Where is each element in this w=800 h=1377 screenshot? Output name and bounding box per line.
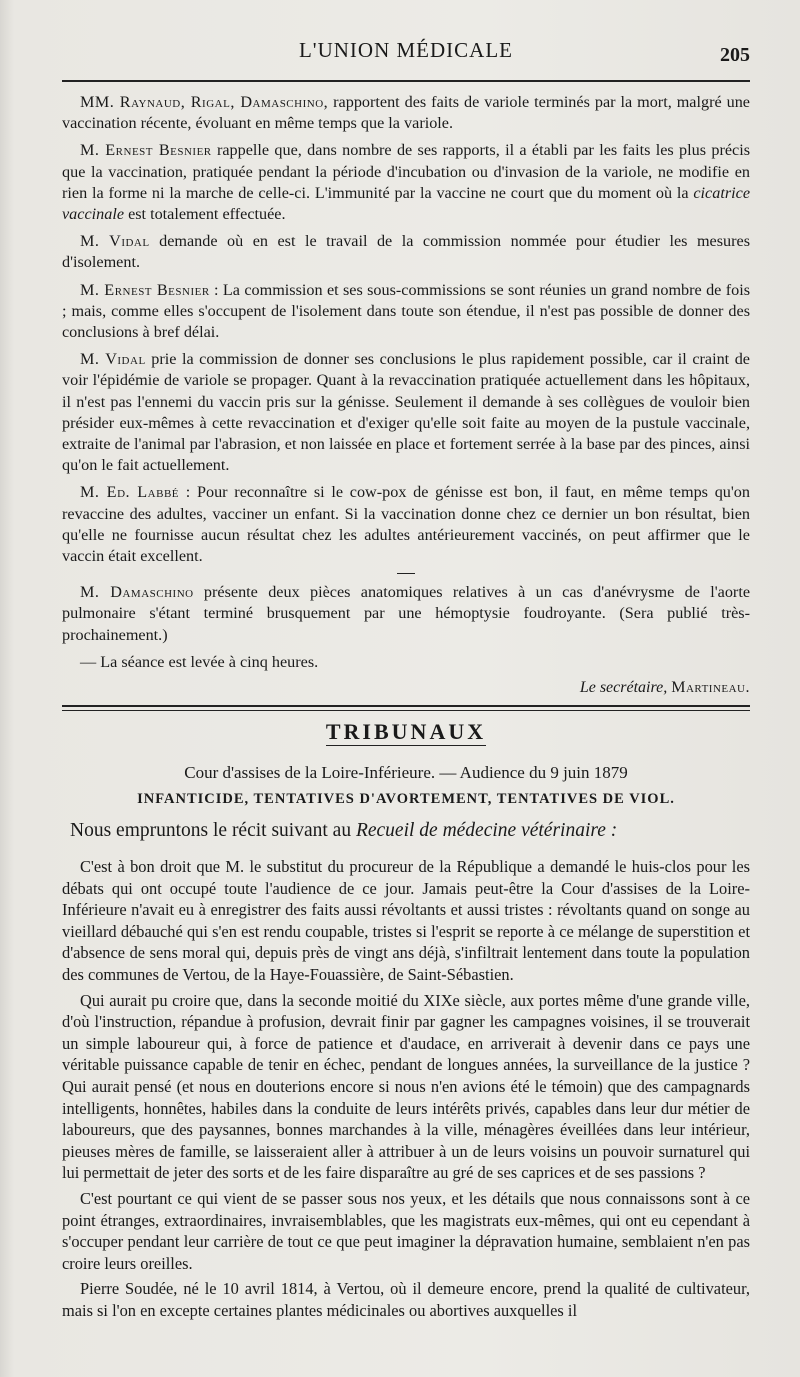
header-rule [62,80,750,82]
secretary-signature [62,679,750,697]
italic-term: cicatrice vaccinale [62,183,750,224]
section-title-text: TRIBUNAUX [325,719,487,745]
speaker-name: M. Damaschino [80,583,194,602]
minutes-paragraph [62,582,750,646]
minutes-paragraph [62,231,750,273]
paragraph-text: : La commission et ses sous-commissions se sont réunies un grand nombre de fois ; mais, comme elles s'occupent de l'isolement dans toute son étendue, il n'est pas possible de donner des conclusions à bref délai. [62,280,750,342]
page-number: 205 [720,44,750,66]
minutes-paragraph [62,92,750,134]
article-paragraph: Qui aurait pu croire que, dans la seconde moitié du XIXe siècle, aux portes même d'une grande ville, d'où l'instruction, répandue à profusion, devrait finir par gagner les campagnes voisines, il se trouverait un simple laboureur qui, à force de patience et d'audace, en arriverait à devenir dans ce pays une véritable puissance capable de tenir en échec, pendant de longues années, la surveillance de la justice ? Qui aurait pensé (et nous en douterions encore si nous n'en avions été le témoin) que des campagnards intelligents, honnêtes, habiles dans la conduite de leurs intérêts privés, capables dans leur dur métier de laboureurs, que des paysannes, bonnes marchandes à la ville, ménagères éveillées dans leur intérieur, pieuses mères de famille, se laisseraient aller à attribuer à un de leurs voisins un pouvoir surnaturel qui lui permettait de jeter des sorts et de les faire disparaître au gré de ses caprices et de ses passions ? [62,990,750,1183]
court-heading: Cour d'assises de la Loire-Inférieure. — Audience du 9 juin 1879 [184,763,628,783]
paragraph-text: rapportent des faits de variole terminés par la mort, malgré une vaccination récente, évoluant en même temps que la variole. [62,93,750,133]
signature-name: Martineau. [671,679,750,697]
page-header [62,38,750,72]
paragraph-text: demande où en est le travail de la commission nommée pour étudier les mesures d'isolement. [62,232,750,272]
intro-source: Recueil de médecine vétérinaire : [355,820,618,842]
article-paragraph: C'est pourtant ce qui vient de se passer sous nos yeux, et les détails que nous connaissons sont à ce point étranges, extraordinaires, invraisemblables, que les magistrats eux-mêmes, qui ont eu cependant à s'occuper pendant leur carrière de tout ce que peut imaginer la dépravation humaine, semblaient n'en pas croire leurs oreilles. [62,1188,750,1273]
minutes-paragraph [62,280,750,344]
minutes-paragraph [62,140,750,225]
separator-rule [397,573,415,574]
section-title [62,719,750,745]
section-divider [62,705,750,711]
article-paragraph: Pierre Soudée, né le 10 avril 1814, à Vertou, où il demeure encore, prend la qualité de cultivateur, mais si l'on en excepte certaines plantes médicinales ou abortives auxquelles il [62,1279,750,1320]
article-intro [70,820,750,842]
speaker-name: MM. Raynaud, Rigal, Damaschino, [80,93,329,111]
paragraph-text: rappelle que, dans nombre de ses rapports, il a établi par les faits les plus précis que la vaccination, pratiquée pendant la période d'incubation ou d'invasion de la variole, ne modifie en rien la forme ni la marche de celle-ci. L'immunité par la vaccine ne court que du moment où la [62,141,750,202]
intro-text: Nous empruntons le récit suivant au [70,820,356,842]
speaker-name: M. Vidal [80,350,146,369]
minutes-paragraph [62,652,750,673]
speaker-name: M. Vidal [80,232,150,251]
speaker-name: M. Ed. Labbé [80,483,180,502]
speaker-name: M. Ernest Besnier [80,280,210,299]
session-minutes [62,92,750,697]
running-title: L'UNION MÉDICALE [298,38,513,62]
paragraph-text: : Pour reconnaître si le cow-pox de génisse est bon, il faut, en même temps qu'on revaccine des adultes, vacciner un enfant. Si la vaccination donne chez ce dernier un bon résultat, bien qu'elle ne fournisse aucun résultat chez les adultes antérieurement vaccinés, on peut affirmer que le vaccin était excellent. [62,483,750,566]
paragraph-text: est totalement effectuée. [124,205,286,224]
paragraph-text: — La séance est levée à cinq heures. [80,652,319,671]
paragraph-text: présente deux pièces anatomiques relatives à un cas d'anévrysme de l'aorte pulmonaire s'étant terminé brusquement par une hémoptysie foudroyante. (Sera publié très-prochainement.) [62,583,751,644]
minutes-paragraph [62,482,750,567]
paragraph-text: prie la commission de donner ses conclusions le plus rapidement possible, car il craint de voir l'épidémie de variole se propager. Quant à la revaccination pratiquée actuellement dans les hôpitaux, il n'est pas l'ennemi du vaccin pris sur la génisse. Seulement il demande à ses collègues de vouloir bien présider eux-mêmes à cette revaccination et d'exiger qu'elle soit faite au moyen de la pustule vaccinale, extraite de l'animal par l'abrasion, et non laissée en place et fortement serrée à la base par des pinces, ainsi qu'on le fait actuellement. [62,350,750,475]
minutes-paragraph [62,349,750,476]
signature-role: Le secrétaire, [579,679,668,697]
charges-heading: INFANTICIDE, TENTATIVES D'AVORTEMENT, TENTATIVES DE VIOL. [137,791,675,808]
article-paragraph: C'est à bon droit que M. le substitut du procureur de la République a demandé le huis-clos pour les débats qui ont occupé toute l'audience de ce jour. Jamais peut-être la Cour d'assises de la Loire-Inférieure n'avait eu à enregistrer des faits aussi révoltants et aussi tristes : révoltants quand on songe au vieillard débauché qui s'en est rendu coupable, tristes si l'esprit se reporte à ce mélange de superstition et d'absence de sens moral qui, depuis près de vingt ans déjà, s'infiltrait lentement dans toute la population des communes de Vertou, de la Haye-Fouassière, de Saint-Sébastien. [62,857,750,985]
article-body [62,856,750,1321]
speaker-name: M. Ernest Besnier [80,141,212,160]
